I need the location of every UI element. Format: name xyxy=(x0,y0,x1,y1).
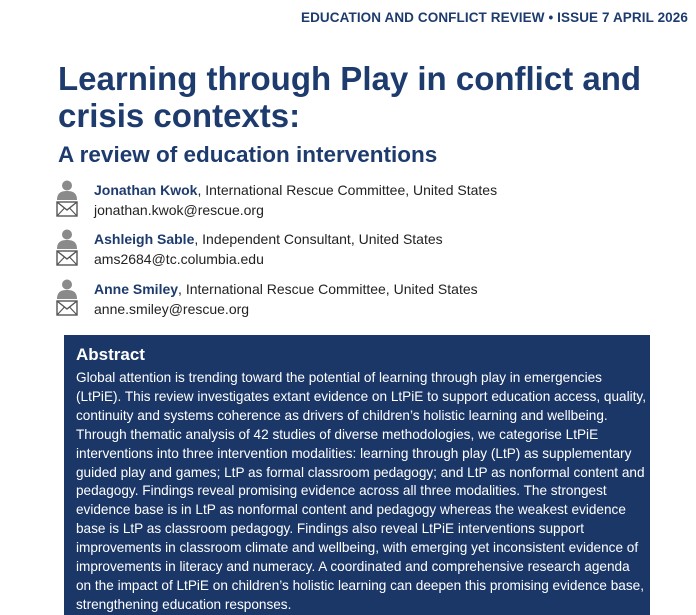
author-block xyxy=(56,229,686,269)
journal-header: EDUCATION AND CONFLICT REVIEW • ISSUE 7 APRIL 2026 xyxy=(300,10,688,25)
person-icon xyxy=(56,229,78,249)
mail-icon xyxy=(56,250,78,266)
author-line: Ashleigh Sable, Independent Consultant, United States xyxy=(94,231,443,247)
author-email[interactable]: ams2684@tc.columbia.edu xyxy=(94,251,264,267)
author-email[interactable]: anne.smiley@rescue.org xyxy=(94,301,250,317)
author-line: Anne Smiley, International Rescue Committee, United States xyxy=(94,281,478,297)
author-affiliation: International Rescue Committee, United States xyxy=(205,182,498,198)
author-email[interactable]: jonathan.kwok@rescue.org xyxy=(94,202,264,218)
mail-icon xyxy=(56,300,78,316)
author-block xyxy=(56,279,686,319)
person-icon xyxy=(56,180,78,200)
author-name: Anne Smiley xyxy=(94,281,179,297)
author-block xyxy=(56,180,686,220)
author-line: Jonathan Kwok, International Rescue Committee, United States xyxy=(94,182,498,198)
article-title: Learning through Play in conflict and crisis contexts: xyxy=(58,60,642,134)
abstract-box xyxy=(64,335,650,615)
author-affiliation: International Rescue Committee, United States xyxy=(185,281,478,297)
author-affiliation: Independent Consultant, United States xyxy=(202,231,443,247)
mail-icon xyxy=(56,201,78,217)
author-name: Jonathan Kwok xyxy=(94,182,198,198)
person-icon xyxy=(56,279,78,299)
abstract-text: Global attention is trending toward the potential of learning through play in emergencies (LtPiE). This review investigates extant evidence on LtPiE to support education access, quality, continuity and systems coherence as drivers of children’s holistic learning and wellbeing. Through thematic analysis of 42 studies of diverse methodologies, we categorise LtPiE interventions into three intervention modalities: learning through play (LtP) as supplementary guided play and games; LtP as formal classroom pedagogy; and LtP as nonformal content and pedagogy. Findings reveal promising evidence across all three modalities. The strongest evidence base is in LtP as nonformal content and pedagogy whereas the weakest evidence base is LtP as classroom pedagogy. Findings also reveal LtPiE interventions support improvements in classroom climate and wellbeing, with emerging yet inconsistent evidence of improvements in literacy and numeracy. A coordinated and comprehensive research agenda on the impact of LtPiE on children’s holistic learning can deepen this promising evidence base, strengthening education responses. xyxy=(76,370,646,612)
author-name: Ashleigh Sable xyxy=(94,231,195,247)
abstract-heading: Abstract xyxy=(76,345,145,364)
article-subtitle: A review of education interventions xyxy=(58,142,438,167)
